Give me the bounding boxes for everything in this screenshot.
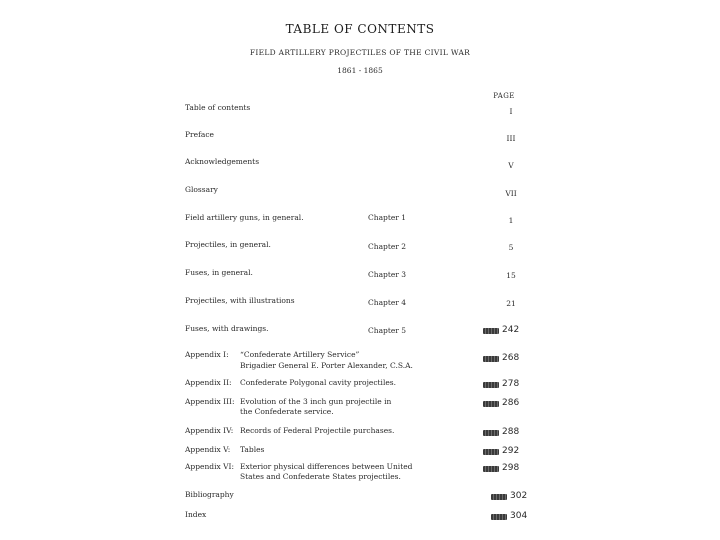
appendix-title: Records of Federal Projectile purchases. [240,426,395,435]
appendix-page: 288 [502,427,520,437]
toc-entry-page: III [506,134,516,143]
appendix-title-line2: the Confederate service. [240,407,334,416]
book-subtitle: FIELD ARTILLERY PROJECTILES OF THE CIVIL WAR [249,48,471,57]
redaction-mark [483,430,499,436]
toc-entry-page: 1 [508,216,514,225]
toc-entry-page: 242 [502,325,520,335]
book-dates: 1861 - 1865 [337,66,383,75]
appendix-label: Appendix VI: [185,462,235,471]
back-matter-label: Index [185,510,207,519]
page-title: TABLE OF CONTENTS [285,22,435,36]
redaction-mark [483,449,499,455]
appendix-title-line2: Brigadier General E. Porter Alexander, C.S.A. [240,361,413,370]
appendix-title: Tables [240,445,265,454]
toc-entry-chapter: Chapter 5 [368,326,407,335]
appendix-title: Exterior physical differences between United [240,462,413,471]
appendix-page: 292 [502,446,520,456]
appendix-page: 268 [502,353,520,363]
appendix-title: Evolution of the 3 inch gun projectile in [240,397,392,406]
appendix-label: Appendix I: [185,350,229,359]
toc-entry-label: Projectiles, with illustrations [185,296,295,305]
toc-entry-chapter: Chapter 2 [368,242,407,251]
toc-entry-page: VII [505,189,517,198]
redaction-mark [483,382,499,388]
appendix-page: 278 [502,379,520,389]
back-matter-label: Bibliography [185,490,234,499]
toc-entry-label: Table of contents [185,103,251,112]
appendix-label: Appendix V: [185,445,231,454]
toc-entry-label: Preface [185,130,214,139]
back-matter-page: 304 [510,511,528,521]
redaction-mark [483,466,499,472]
redaction-mark [483,356,499,362]
toc-entry-label: Field artillery guns, in general. [185,213,304,222]
toc-entry-chapter: Chapter 4 [368,298,407,307]
appendix-page: 298 [502,463,520,473]
toc-entry-page: 15 [506,271,516,280]
toc-entry-label: Fuses, with drawings. [185,324,269,333]
toc-entry-chapter: Chapter 1 [368,213,407,222]
toc-entry-label: Fuses, in general. [185,268,253,277]
appendix-label: Appendix IV: [185,426,234,435]
toc-entry-label: Acknowledgements [185,157,260,166]
toc-entry-label: Glossary [185,185,218,194]
appendix-title-line2: States and Confederate States projectiles. [240,472,401,481]
back-matter-page: 302 [510,491,528,501]
toc-entry-chapter: Chapter 3 [368,270,407,279]
appendix-title: “Confederate Artillery Service” [240,350,360,359]
redaction-mark [483,401,499,407]
toc-entry-page: V [508,161,514,170]
toc-entry-page: 21 [506,299,516,308]
toc-entry-page: I [509,107,513,116]
appendix-label: Appendix III: [185,397,235,406]
toc-entry-label: Projectiles, in general. [185,240,271,249]
redaction-mark [483,328,499,334]
appendix-title: Confederate Polygonal cavity projectiles. [240,378,397,387]
appendix-page: 286 [502,398,520,408]
redaction-mark [491,494,507,500]
redaction-mark [491,514,507,520]
appendix-label: Appendix II: [185,378,232,387]
page-column-header: PAGE [493,92,515,100]
toc-entry-page: 5 [508,243,514,252]
